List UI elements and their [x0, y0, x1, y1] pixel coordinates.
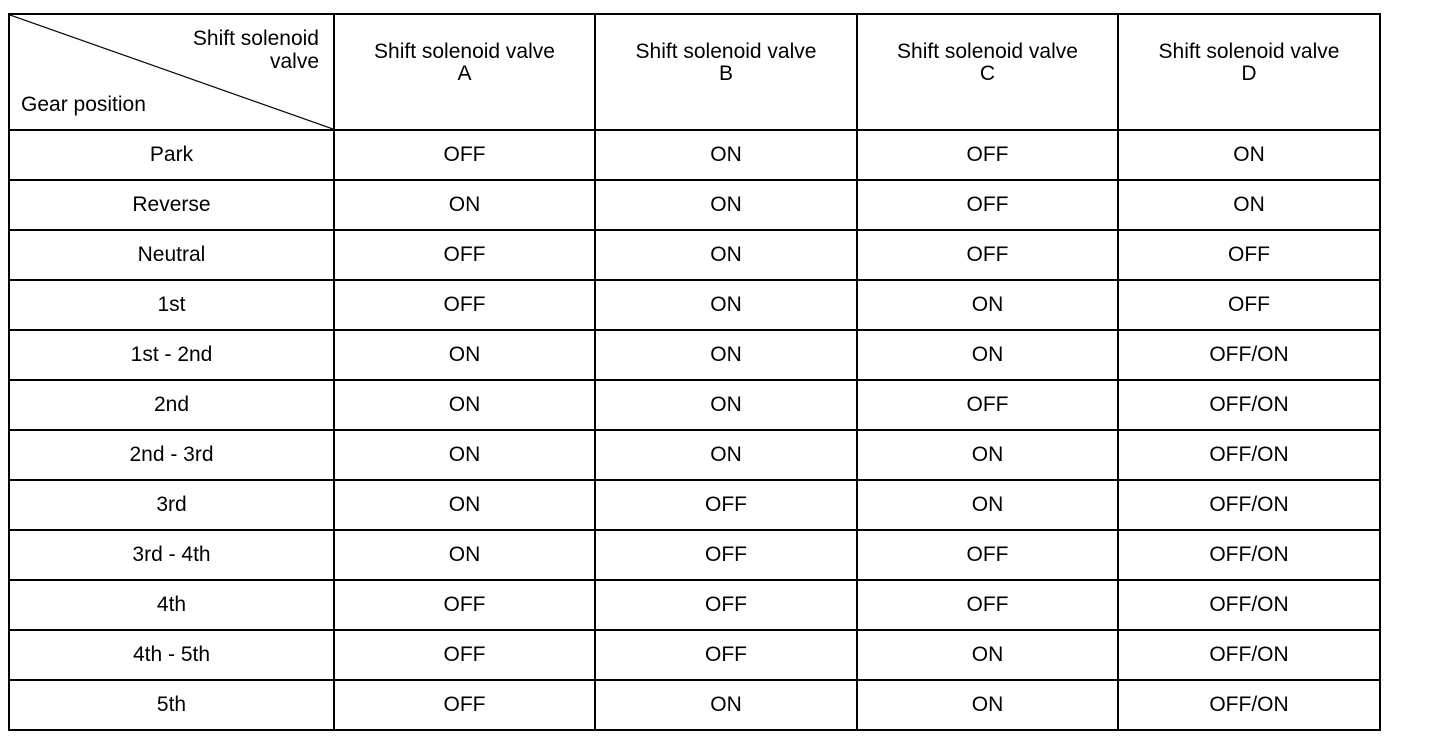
table-row	[9, 380, 1380, 430]
valve-c-cell: OFF	[857, 580, 1118, 630]
header-valve-d	[1118, 14, 1380, 130]
valve-b-cell: OFF	[595, 530, 857, 580]
table-row	[9, 280, 1380, 330]
valve-a-cell: ON	[334, 530, 595, 580]
gear-cell: 2nd - 3rd	[9, 430, 334, 480]
valve-a-cell: OFF	[334, 280, 595, 330]
valve-c-cell: ON	[857, 330, 1118, 380]
gear-cell: Neutral	[9, 230, 334, 280]
valve-b-cell: OFF	[595, 580, 857, 630]
valve-c-cell: ON	[857, 280, 1118, 330]
valve-d-cell: OFF/ON	[1118, 680, 1380, 730]
header-valve-b	[595, 14, 857, 130]
valve-b-cell: ON	[595, 180, 857, 230]
valve-c-cell: ON	[857, 430, 1118, 480]
valve-d-cell: OFF/ON	[1118, 380, 1380, 430]
valve-c-cell: ON	[857, 630, 1118, 680]
header-valve-c-line1: Shift solenoid valve	[897, 39, 1078, 63]
valve-a-cell: OFF	[334, 680, 595, 730]
valve-b-cell: ON	[595, 230, 857, 280]
valve-b-cell: ON	[595, 430, 857, 480]
valve-d-cell: OFF	[1118, 230, 1380, 280]
header-valve-a-line1: Shift solenoid valve	[374, 39, 555, 63]
gear-cell: 1st - 2nd	[9, 330, 334, 380]
header-row	[9, 14, 1380, 130]
valve-a-cell: ON	[334, 180, 595, 230]
table-row	[9, 580, 1380, 630]
valve-a-cell: ON	[334, 480, 595, 530]
valve-d-cell: OFF/ON	[1118, 530, 1380, 580]
valve-a-cell: ON	[334, 430, 595, 480]
valve-a-cell: OFF	[334, 580, 595, 630]
gear-cell: 2nd	[9, 380, 334, 430]
corner-bottom-label: Gear position	[21, 92, 146, 116]
valve-a-cell: OFF	[334, 130, 595, 180]
valve-b-cell: OFF	[595, 480, 857, 530]
table-row	[9, 680, 1380, 730]
valve-d-cell: OFF/ON	[1118, 480, 1380, 530]
gear-cell: 3rd	[9, 480, 334, 530]
valve-c-cell: ON	[857, 680, 1118, 730]
valve-d-cell: ON	[1118, 130, 1380, 180]
table-row	[9, 180, 1380, 230]
gear-cell: 1st	[9, 280, 334, 330]
table-row	[9, 530, 1380, 580]
corner-top-line1: Shift solenoid	[192, 27, 319, 50]
valve-a-cell: OFF	[334, 630, 595, 680]
valve-b-cell: ON	[595, 680, 857, 730]
table-row	[9, 230, 1380, 280]
gear-cell: 4th - 5th	[9, 630, 334, 680]
corner-header-cell	[9, 14, 334, 130]
valve-b-cell: OFF	[595, 630, 857, 680]
valve-d-cell: ON	[1118, 180, 1380, 230]
valve-c-cell: OFF	[857, 230, 1118, 280]
valve-b-cell: ON	[595, 330, 857, 380]
valve-a-cell: ON	[334, 330, 595, 380]
valve-b-cell: ON	[595, 130, 857, 180]
valve-d-cell: OFF/ON	[1118, 330, 1380, 380]
gear-cell: 3rd - 4th	[9, 530, 334, 580]
header-valve-d-line1: Shift solenoid valve	[1158, 39, 1340, 63]
corner-top-line2: valve	[269, 50, 319, 74]
valve-c-cell: OFF	[857, 530, 1118, 580]
header-valve-a	[334, 14, 595, 130]
valve-c-cell: OFF	[857, 180, 1118, 230]
valve-a-cell: ON	[334, 380, 595, 430]
gear-cell: 5th	[9, 680, 334, 730]
table-row	[9, 430, 1380, 480]
header-valve-c-line2: C	[979, 62, 996, 85]
valve-c-cell: OFF	[857, 380, 1118, 430]
header-valve-a-line2: A	[457, 62, 472, 85]
valve-d-cell: OFF/ON	[1118, 430, 1380, 480]
valve-c-cell: ON	[857, 480, 1118, 530]
gear-cell: Reverse	[9, 180, 334, 230]
valve-d-cell: OFF/ON	[1118, 630, 1380, 680]
solenoid-table	[8, 13, 1381, 731]
header-valve-b-line2: B	[718, 62, 733, 85]
header-valve-c	[857, 14, 1118, 130]
header-valve-b-line1: Shift solenoid valve	[635, 39, 817, 63]
valve-d-cell: OFF/ON	[1118, 580, 1380, 630]
valve-d-cell: OFF	[1118, 280, 1380, 330]
corner-top-label	[193, 27, 319, 73]
valve-b-cell: ON	[595, 280, 857, 330]
gear-cell: Park	[9, 130, 334, 180]
header-valve-d-line2: D	[1241, 62, 1257, 85]
valve-c-cell: OFF	[857, 130, 1118, 180]
table-row	[9, 630, 1380, 680]
gear-cell: 4th	[9, 580, 334, 630]
valve-a-cell: OFF	[334, 230, 595, 280]
table-row	[9, 330, 1380, 380]
table-row	[9, 480, 1380, 530]
table-row	[9, 130, 1380, 180]
valve-b-cell: ON	[595, 380, 857, 430]
